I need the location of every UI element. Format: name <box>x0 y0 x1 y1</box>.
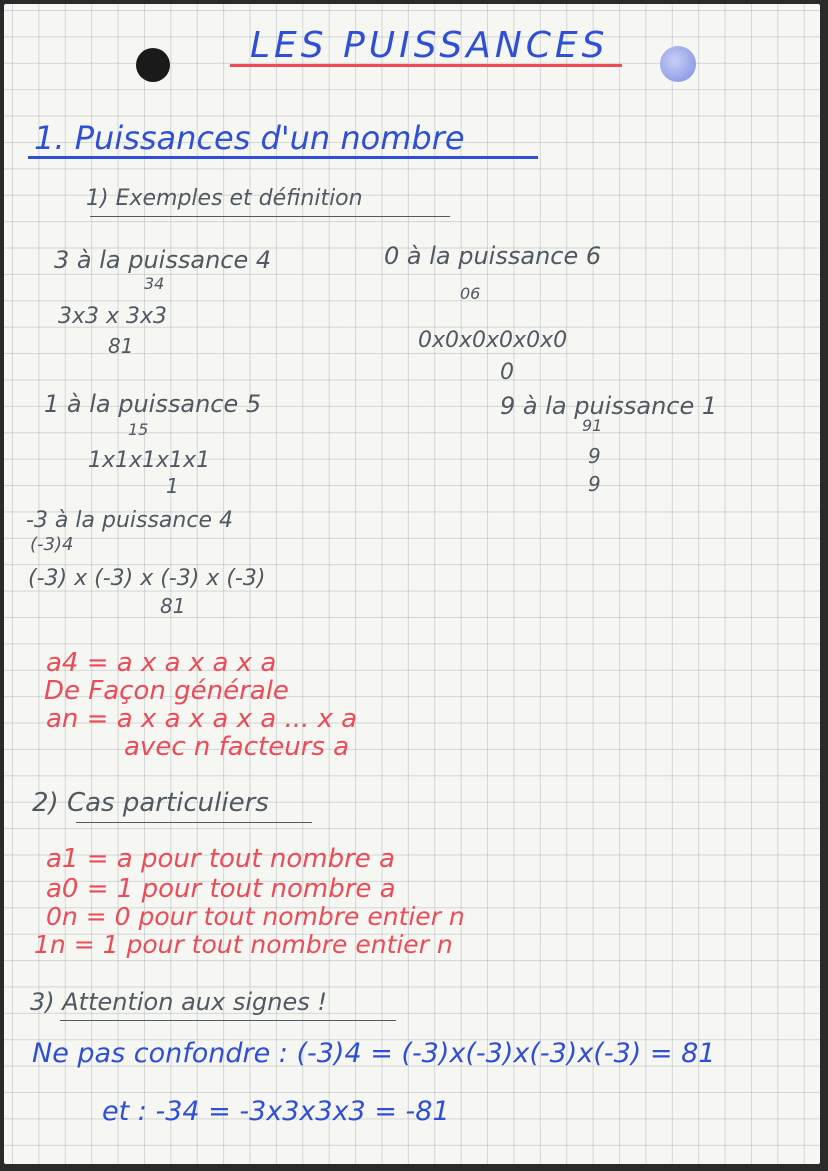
warning-line: Ne pas confondre : (-3)4 = (-3)x(-3)x(-3)x(-3) = 81 <box>32 1038 716 1069</box>
example-label: 1 à la puissance 5 <box>44 390 262 418</box>
example-power: 15 <box>128 420 149 439</box>
warning-line: et : -34 = -3x3x3x3 = -81 <box>102 1096 450 1127</box>
subheading-underline <box>90 216 450 217</box>
subheading-underline <box>76 822 312 823</box>
definition-line: an = a x a x a x a ... x a <box>46 704 358 734</box>
section-underline <box>28 156 538 159</box>
subheading-examples: 1) Exemples et définition <box>86 186 363 211</box>
example-label: 3 à la puissance 4 <box>54 246 272 274</box>
page-title: LES PUISSANCES <box>250 25 609 66</box>
example-result: 81 <box>160 594 186 618</box>
subheading-special-cases: 2) Cas particuliers <box>32 788 269 818</box>
example-product: 3x3 x 3x3 <box>58 304 168 329</box>
section-heading: 1. Puissances d'un nombre <box>34 119 465 157</box>
example-power: 91 <box>582 416 603 435</box>
example-product: 9 <box>588 444 601 468</box>
example-product: 0x0x0x0x0x0 <box>418 328 568 353</box>
special-case: a1 = a pour tout nombre a <box>46 844 395 874</box>
example-label: -3 à la puissance 4 <box>26 508 233 533</box>
example-product: 1x1x1x1x1 <box>88 448 211 473</box>
example-label: 0 à la puissance 6 <box>384 242 602 270</box>
example-power: 34 <box>144 274 165 293</box>
special-case: a0 = 1 pour tout nombre a <box>46 874 396 904</box>
example-power: 06 <box>460 284 481 303</box>
definition-line: De Façon générale <box>44 676 289 706</box>
example-product: (-3) x (-3) x (-3) x (-3) <box>28 566 266 591</box>
special-case: 1n = 1 pour tout nombre entier n <box>34 930 453 959</box>
example-result: 9 <box>588 472 601 496</box>
special-case: 0n = 0 pour tout nombre entier n <box>46 902 465 931</box>
example-result: 1 <box>166 474 179 498</box>
definition-line: avec n facteurs a <box>124 732 350 762</box>
example-result: 81 <box>108 334 134 358</box>
stamp-logo <box>660 46 696 82</box>
binder-hole <box>136 48 170 82</box>
definition-line: a4 = a x a x a x a <box>46 648 277 678</box>
notebook-page <box>4 4 820 1164</box>
subheading-signs: 3) Attention aux signes ! <box>30 988 327 1016</box>
example-result: 0 <box>500 360 514 385</box>
subheading-underline <box>60 1020 396 1021</box>
example-power: (-3)4 <box>30 534 74 555</box>
example-label: 9 à la puissance 1 <box>500 392 718 420</box>
title-underline <box>230 64 622 67</box>
